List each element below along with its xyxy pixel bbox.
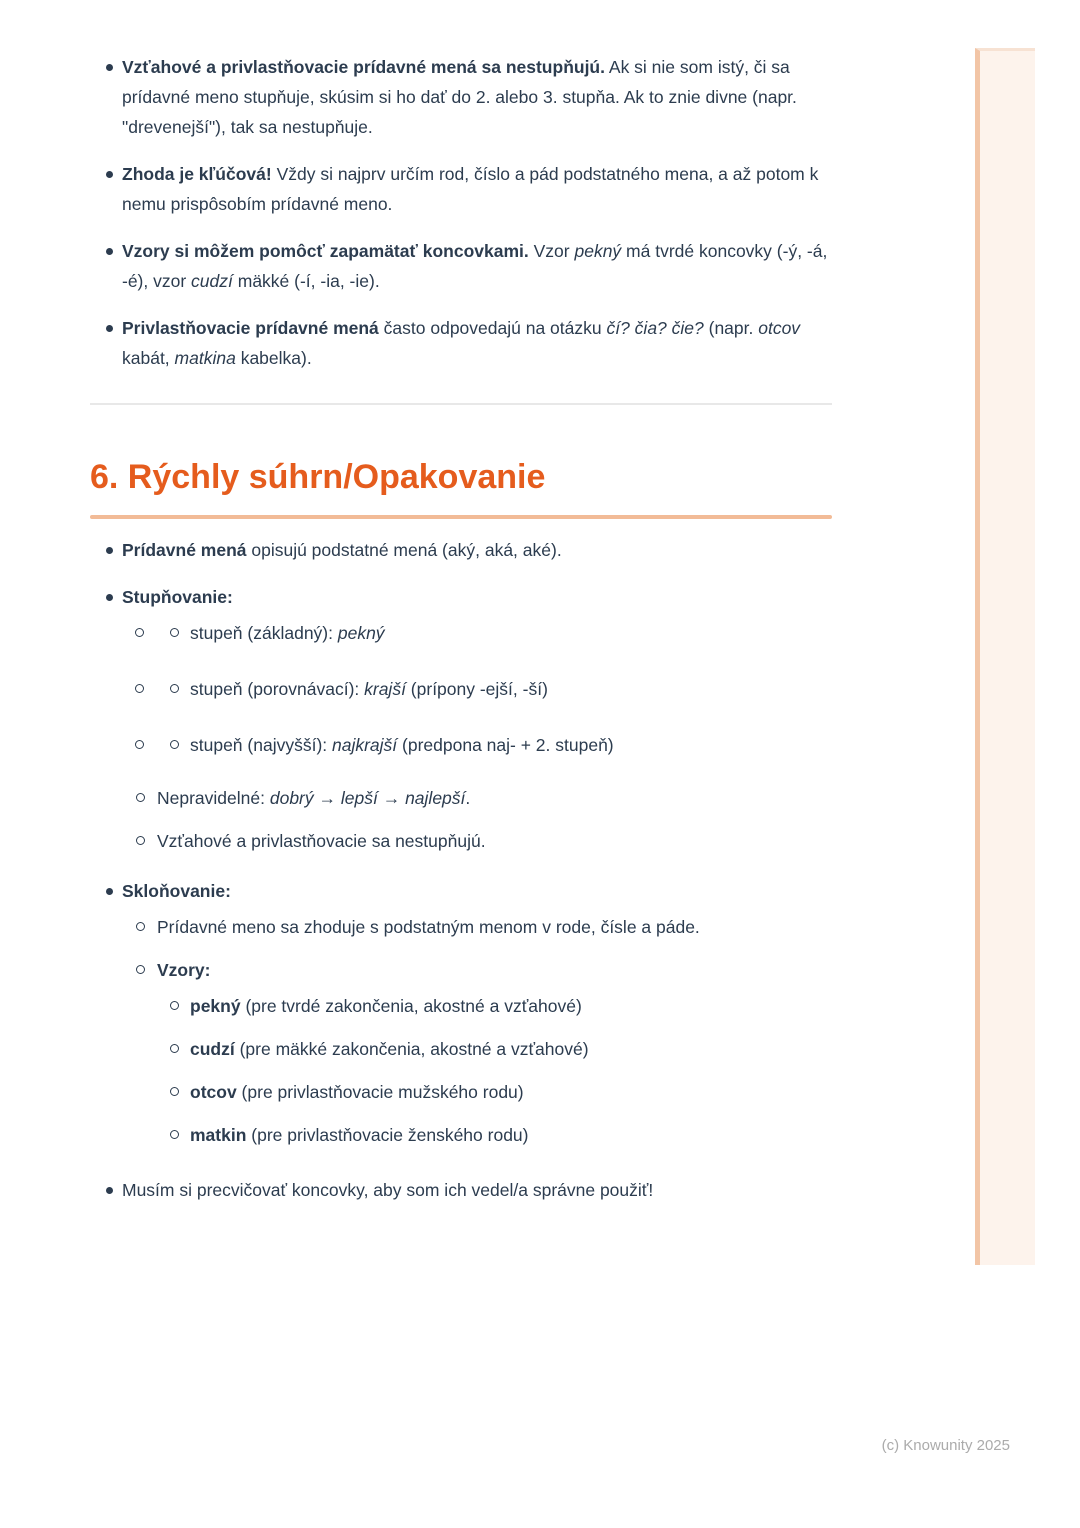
list-item — [90, 991, 832, 1021]
list-item-text: Skloňovanie: — [122, 881, 231, 901]
list-item — [90, 1077, 832, 1107]
list-item — [90, 313, 832, 373]
list-item-text: Vzťahové a privlastňovacie sa nestupňujú. — [157, 831, 486, 851]
bullet-icon — [135, 740, 144, 749]
list-item-text: otcov (pre privlastňovacie mužského rodu) — [190, 1082, 524, 1102]
bullet-icon — [170, 1130, 179, 1139]
list-item — [90, 826, 832, 856]
notes-list — [90, 52, 832, 373]
bullet-icon — [106, 171, 113, 178]
list-item-text: matkin (pre privlastňovacie ženského rodu) — [190, 1125, 529, 1145]
bullet-icon — [170, 628, 179, 637]
bullet-icon — [106, 888, 113, 895]
bullet-icon — [106, 248, 113, 255]
bullet-icon — [106, 547, 113, 554]
list-item — [90, 955, 832, 985]
bullet-icon — [170, 740, 179, 749]
list-item-text: Prídavné meno sa zhoduje s podstatným menom v rode, čísle a páde. — [157, 917, 700, 937]
summary-list — [90, 535, 832, 1205]
bullet-icon — [170, 1044, 179, 1053]
page-content — [90, 0, 832, 1205]
list-item-text: Privlastňovacie prídavné mená často odpovedajú na otázku čí? čia? čie? (napr. otcov kabát, matkina kabelka). — [122, 318, 801, 368]
list-item-text: Vzory: — [157, 960, 211, 980]
list-item — [90, 912, 832, 942]
list-item — [90, 1120, 832, 1150]
bullet-icon — [136, 793, 145, 802]
list-item-text: pekný (pre tvrdé zakončenia, akostné a vzťahové) — [190, 996, 582, 1016]
bullet-icon — [106, 325, 113, 332]
list-item — [90, 236, 832, 296]
list-item-text: cudzí (pre mäkké zakončenia, akostné a vzťahové) — [190, 1039, 589, 1059]
bullet-icon — [135, 684, 144, 693]
bullet-icon — [136, 922, 145, 931]
list-item-text: stupeň (porovnávací): krajší (prípony -ejší, -ší) — [190, 679, 548, 699]
bullet-icon — [170, 1087, 179, 1096]
list-item — [90, 876, 832, 906]
bullet-icon — [136, 836, 145, 845]
list-item-text: Stupňovanie: — [122, 587, 233, 607]
bullet-icon — [106, 594, 113, 601]
bullet-icon — [136, 965, 145, 974]
list-item — [90, 159, 832, 219]
bullet-icon — [106, 64, 113, 71]
copyright-footer: (c) Knowunity 2025 — [881, 1437, 1010, 1454]
heading-underline — [90, 515, 832, 519]
bullet-icon — [135, 628, 144, 637]
list-item-text: Zhoda je kľúčová! Vždy si najprv určím rod, číslo a pád podstatného mena, a až potom k nemu prispôsobím prídavné meno. — [122, 164, 819, 214]
list-item-text: Vzory si môžem pomôcť zapamätať koncovkami. Vzor pekný má tvrdé koncovky (-ý, -á, -é), vzor cudzí mäkké (-í, -ia, -ie). — [122, 241, 828, 291]
right-margin-stripe — [975, 48, 1035, 1265]
list-item-text: Vzťahové a privlastňovacie prídavné mená sa nestupňujú. Ak si nie som istý, či sa prídavné meno stupňuje, skúsim si ho dať do 2. alebo 3. stupňa. Ak to znie divne (napr. "drevenejší"), tak sa nestupňuje. — [122, 57, 797, 137]
list-item-text: Musím si precvičovať koncovky, aby som ich vedel/a správne použiť! — [122, 1180, 654, 1200]
list-item — [90, 535, 832, 565]
list-item — [90, 1034, 832, 1064]
section-heading: 6. Rýchly súhrn/Opakovanie — [90, 458, 546, 496]
list-item — [90, 52, 832, 142]
section-divider — [90, 403, 832, 405]
list-item — [90, 674, 832, 704]
bullet-icon — [170, 1001, 179, 1010]
list-item — [90, 582, 832, 612]
list-item-text: Nepravidelné: dobrý → lepší → najlepší. — [157, 788, 471, 808]
list-item — [90, 618, 832, 648]
bullet-icon — [106, 1187, 113, 1194]
list-item-text: Prídavné mená opisujú podstatné mená (aký, aká, aké). — [122, 540, 562, 560]
bullet-icon — [170, 684, 179, 693]
list-item-text: stupeň (najvyšší): najkrajší (predpona naj- + 2. stupeň) — [190, 735, 614, 755]
list-item — [90, 730, 832, 760]
list-item-text: stupeň (základný): pekný — [190, 623, 385, 643]
list-item — [90, 1175, 832, 1205]
list-item — [90, 783, 832, 813]
